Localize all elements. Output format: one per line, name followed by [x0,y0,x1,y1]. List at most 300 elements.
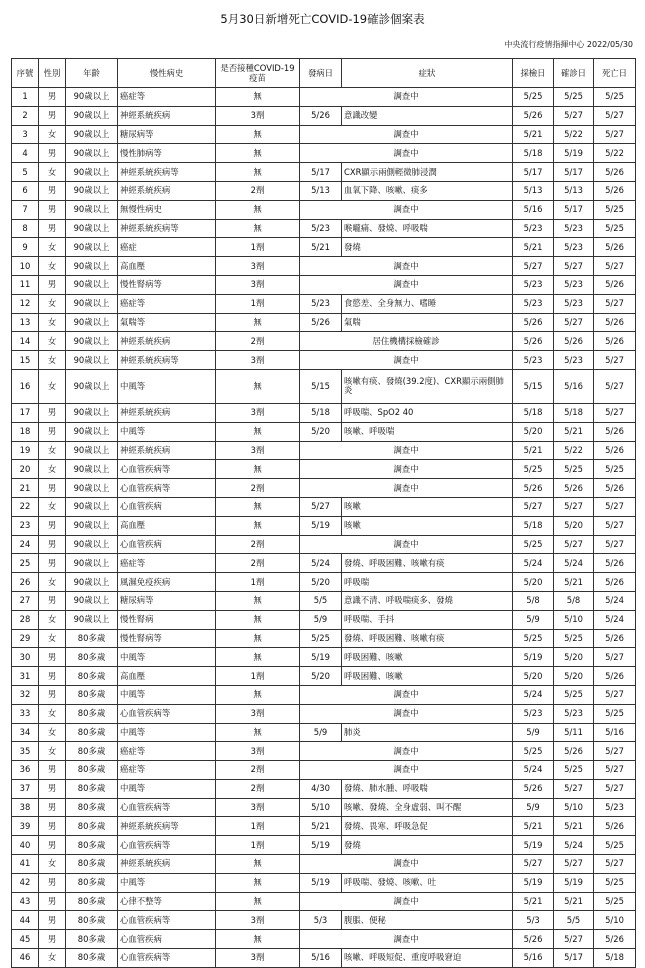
cell-test-date: 5/26 [513,779,554,798]
table-row [12,238,636,257]
cell-death-date: 5/27 [594,294,636,313]
cell-death-date: 5/24 [594,610,636,629]
table-row [12,275,636,294]
cell-confirm-date: 5/21 [554,892,594,911]
header-test-date: 採檢日 [513,59,554,88]
cell-death-date: 5/26 [594,441,636,460]
cell-confirm-date: 5/25 [554,88,594,107]
cell-confirm-date: 5/23 [554,351,594,370]
cell-confirm-date: 5/24 [554,554,594,573]
cell-id: 41 [12,855,39,874]
cell-symptoms: 調查中 [300,704,513,723]
cell-history: 中風等 [118,369,216,403]
cell-age: 90歲以上 [66,313,118,332]
cell-confirm-date: 5/22 [554,441,594,460]
cell-death-date: 5/22 [594,144,636,163]
cell-age: 90歲以上 [66,497,118,516]
cell-id: 20 [12,460,39,479]
cell-vaccine: 無 [216,219,300,238]
cell-symptoms: 調查中 [300,257,513,276]
cell-test-date: 5/25 [513,742,554,761]
cell-symptoms: 發燒 [342,836,513,855]
cell-test-date: 5/19 [513,648,554,667]
table-row [12,516,636,535]
cell-age: 80多歲 [66,892,118,911]
table-row [12,163,636,182]
cell-test-date: 5/18 [513,144,554,163]
cell-sex: 男 [39,817,66,836]
cell-id: 9 [12,238,39,257]
cell-symptoms: 調查中 [300,892,513,911]
cell-test-date: 5/24 [513,761,554,780]
cell-sex: 男 [39,779,66,798]
cell-confirm-date: 5/20 [554,667,594,686]
cell-age: 90歲以上 [66,403,118,422]
header-onset: 發病日 [300,59,342,88]
cell-test-date: 5/25 [513,629,554,648]
table-row [12,351,636,370]
cell-onset: 5/21 [300,817,342,836]
cell-history: 中風等 [118,422,216,441]
cell-confirm-date: 5/27 [554,313,594,332]
cell-history: 心血管疾病等 [118,479,216,498]
cell-id: 17 [12,403,39,422]
cell-id: 46 [12,949,39,968]
cell-sex: 女 [39,704,66,723]
cell-test-date: 5/21 [513,441,554,460]
cell-id: 1 [12,88,39,107]
cell-sex: 女 [39,238,66,257]
table-row [12,573,636,592]
cell-death-date: 5/24 [594,591,636,610]
cell-id: 7 [12,200,39,219]
cell-age: 90歲以上 [66,460,118,479]
cell-id: 22 [12,497,39,516]
cell-sex: 女 [39,723,66,742]
cell-test-date: 5/16 [513,200,554,219]
table-row [12,798,636,817]
cell-history: 神經系統疾病等 [118,817,216,836]
table-row [12,629,636,648]
cell-symptoms: 食慾差、全身無力、嗜睡 [342,294,513,313]
cell-vaccine: 1劑 [216,667,300,686]
cell-age: 90歲以上 [66,219,118,238]
cell-death-date: 5/27 [594,742,636,761]
cell-death-date: 5/26 [594,163,636,182]
cell-death-date: 5/27 [594,351,636,370]
cell-test-date: 5/18 [513,403,554,422]
cell-death-date: 5/27 [594,855,636,874]
cell-sex: 男 [39,219,66,238]
cell-sex: 女 [39,294,66,313]
cell-vaccine: 2劑 [216,554,300,573]
cell-confirm-date: 5/5 [554,911,594,930]
cell-death-date: 5/25 [594,219,636,238]
cell-vaccine: 無 [216,163,300,182]
cell-vaccine: 2劑 [216,181,300,200]
table-row [12,125,636,144]
cell-id: 40 [12,836,39,855]
cell-symptoms: 發燒、呼吸困難、咳嗽有痰 [342,629,513,648]
table-row [12,403,636,422]
cell-id: 28 [12,610,39,629]
cell-vaccine: 3劑 [216,351,300,370]
cell-onset: 5/9 [300,610,342,629]
cell-death-date: 5/26 [594,181,636,200]
cell-death-date: 5/25 [594,704,636,723]
cell-history: 中風等 [118,779,216,798]
cell-sex: 男 [39,554,66,573]
cell-vaccine: 無 [216,200,300,219]
cell-vaccine: 3劑 [216,275,300,294]
cell-vaccine: 無 [216,313,300,332]
cell-test-date: 5/23 [513,351,554,370]
cell-history: 慢性腎病等 [118,629,216,648]
cell-age: 90歲以上 [66,573,118,592]
cell-vaccine: 2劑 [216,761,300,780]
cell-death-date: 5/26 [594,573,636,592]
cell-age: 80多歲 [66,817,118,836]
cell-history: 糖尿病等 [118,591,216,610]
cell-history: 神經系統疾病 [118,332,216,351]
table-row [12,369,636,403]
cell-test-date: 5/13 [513,181,554,200]
table-row [12,855,636,874]
cell-age: 80多歲 [66,629,118,648]
cell-age: 90歲以上 [66,479,118,498]
cell-history: 心血管疾病等 [118,836,216,855]
cell-vaccine: 3劑 [216,798,300,817]
table-row [12,313,636,332]
cell-confirm-date: 5/11 [554,723,594,742]
cell-vaccine: 無 [216,369,300,403]
cell-test-date: 5/19 [513,836,554,855]
cell-sex: 男 [39,798,66,817]
cell-id: 10 [12,257,39,276]
cell-history: 心血管疾病等 [118,949,216,968]
cell-vaccine: 無 [216,892,300,911]
cell-death-date: 5/27 [594,779,636,798]
cell-onset: 5/13 [300,181,342,200]
cell-age: 80多歲 [66,648,118,667]
cell-history: 癌症等 [118,742,216,761]
cell-age: 90歲以上 [66,441,118,460]
cell-test-date: 5/25 [513,535,554,554]
cell-vaccine: 1劑 [216,817,300,836]
cell-history: 氣喘等 [118,313,216,332]
cell-id: 12 [12,294,39,313]
cell-death-date: 5/27 [594,648,636,667]
cell-death-date: 5/27 [594,257,636,276]
cell-confirm-date: 5/23 [554,294,594,313]
table-row [12,911,636,930]
cell-symptoms: 呼吸喘、手抖 [342,610,513,629]
table-row [12,591,636,610]
table-row [12,219,636,238]
cell-onset: 5/5 [300,591,342,610]
cell-age: 80多歲 [66,930,118,949]
table-row [12,257,636,276]
cell-confirm-date: 5/22 [554,125,594,144]
table-row [12,817,636,836]
cell-symptoms: 調查中 [300,200,513,219]
cell-death-date: 5/25 [594,88,636,107]
cell-symptoms: 呼吸喘、SpO2 40 [342,403,513,422]
cell-age: 90歲以上 [66,144,118,163]
cell-vaccine: 2劑 [216,535,300,554]
cell-death-date: 5/27 [594,125,636,144]
cell-vaccine: 3劑 [216,257,300,276]
cell-death-date: 5/10 [594,911,636,930]
cell-test-date: 5/26 [513,930,554,949]
cell-id: 27 [12,591,39,610]
cell-symptoms: 咳嗽 [342,516,513,535]
cell-age: 80多歲 [66,798,118,817]
cell-id: 43 [12,892,39,911]
cell-death-date: 5/27 [594,497,636,516]
cell-confirm-date: 5/27 [554,855,594,874]
cell-age: 90歲以上 [66,88,118,107]
cell-age: 90歲以上 [66,591,118,610]
cell-id: 36 [12,761,39,780]
cell-vaccine: 1劑 [216,836,300,855]
cell-sex: 男 [39,930,66,949]
cell-vaccine: 無 [216,629,300,648]
cell-id: 24 [12,535,39,554]
cell-history: 神經系統疾病等 [118,219,216,238]
cell-age: 80多歲 [66,911,118,930]
cell-vaccine: 無 [216,460,300,479]
cell-sex: 男 [39,535,66,554]
cell-history: 中風等 [118,648,216,667]
cell-test-date: 5/19 [513,873,554,892]
cell-id: 32 [12,685,39,704]
cell-sex: 男 [39,892,66,911]
cell-vaccine: 無 [216,723,300,742]
cell-id: 30 [12,648,39,667]
cell-confirm-date: 5/25 [554,685,594,704]
cell-history: 心血管疾病等 [118,704,216,723]
cell-confirm-date: 5/21 [554,817,594,836]
table-row [12,144,636,163]
cell-history: 癌症等 [118,761,216,780]
cell-confirm-date: 5/17 [554,200,594,219]
source-note: 中央流行疫情指揮中心 2022/05/30 [504,40,633,49]
cell-symptoms: 調查中 [300,742,513,761]
cell-confirm-date: 5/19 [554,144,594,163]
cell-age: 80多歲 [66,685,118,704]
table-row [12,685,636,704]
cell-symptoms: 呼吸喘、發燒、咳嗽、吐 [342,873,513,892]
table-row [12,836,636,855]
cell-onset: 5/23 [300,294,342,313]
cell-vaccine: 3劑 [216,704,300,723]
cell-sex: 女 [39,855,66,874]
cell-age: 90歲以上 [66,125,118,144]
cell-id: 38 [12,798,39,817]
cell-test-date: 5/21 [513,817,554,836]
cell-history: 神經系統疾病 [118,855,216,874]
cell-id: 8 [12,219,39,238]
cell-sex: 男 [39,761,66,780]
cell-age: 80多歲 [66,873,118,892]
cell-sex: 男 [39,403,66,422]
cell-vaccine: 2劑 [216,779,300,798]
cell-onset: 5/20 [300,667,342,686]
table-row [12,460,636,479]
cell-history: 心血管疾病等 [118,798,216,817]
cell-test-date: 5/9 [513,610,554,629]
cell-symptoms: 發燒 [342,238,513,257]
header-confirm-date: 確診日 [554,59,594,88]
cell-onset: 5/9 [300,723,342,742]
cell-sex: 女 [39,441,66,460]
cell-history: 神經系統疾病 [118,106,216,125]
cell-test-date: 5/21 [513,238,554,257]
cell-onset: 5/19 [300,836,342,855]
cell-symptoms: 發燒、呼吸困難、咳嗽有痰 [342,554,513,573]
table-row [12,667,636,686]
cell-id: 21 [12,479,39,498]
cell-onset: 5/24 [300,554,342,573]
cell-symptoms: 呼吸困難、咳嗽 [342,667,513,686]
header-sex: 性別 [39,59,66,88]
header-history: 慢性病史 [118,59,216,88]
cell-onset: 5/26 [300,313,342,332]
cell-onset: 5/20 [300,573,342,592]
cell-death-date: 5/23 [594,798,636,817]
cell-death-date: 5/27 [594,106,636,125]
cell-onset: 5/17 [300,163,342,182]
cell-sex: 女 [39,369,66,403]
cell-confirm-date: 5/17 [554,949,594,968]
cell-age: 80多歲 [66,855,118,874]
cell-death-date: 5/26 [594,422,636,441]
cell-test-date: 5/23 [513,275,554,294]
cell-symptoms: 調查中 [300,144,513,163]
cell-id: 42 [12,873,39,892]
cell-id: 3 [12,125,39,144]
cell-sex: 女 [39,573,66,592]
cell-confirm-date: 5/27 [554,257,594,276]
cell-history: 癌症 [118,238,216,257]
cell-symptoms: 喉嚨痛、發燒、呼吸喘 [342,219,513,238]
cell-sex: 女 [39,610,66,629]
cell-id: 45 [12,930,39,949]
cell-vaccine: 無 [216,610,300,629]
cell-id: 33 [12,704,39,723]
table-row [12,422,636,441]
table-row [12,873,636,892]
cell-vaccine: 3劑 [216,742,300,761]
cell-onset: 5/19 [300,648,342,667]
cell-vaccine: 無 [216,497,300,516]
cell-history: 慢性肺病等 [118,144,216,163]
cell-death-date: 5/25 [594,892,636,911]
cell-age: 80多歲 [66,667,118,686]
cell-age: 90歲以上 [66,294,118,313]
cell-sex: 女 [39,629,66,648]
cell-death-date: 5/25 [594,873,636,892]
cell-death-date: 5/27 [594,535,636,554]
cell-age: 90歲以上 [66,181,118,200]
cell-death-date: 5/27 [594,369,636,403]
cell-death-date: 5/25 [594,460,636,479]
cell-age: 80多歲 [66,949,118,968]
cell-id: 23 [12,516,39,535]
cell-death-date: 5/26 [594,313,636,332]
cell-confirm-date: 5/27 [554,497,594,516]
cell-symptoms: 調查中 [300,125,513,144]
table-header-row [12,59,636,88]
cell-sex: 女 [39,313,66,332]
cell-onset: 5/23 [300,219,342,238]
cell-sex: 男 [39,275,66,294]
cell-test-date: 5/26 [513,106,554,125]
cell-history: 神經系統疾病等 [118,351,216,370]
cell-age: 80多歲 [66,836,118,855]
cell-age: 90歲以上 [66,535,118,554]
cell-onset: 5/21 [300,238,342,257]
cell-test-date: 5/15 [513,369,554,403]
cell-sex: 男 [39,685,66,704]
cell-death-date: 5/27 [594,403,636,422]
cell-history: 慢性腎病等 [118,275,216,294]
table-row [12,479,636,498]
cell-test-date: 5/23 [513,219,554,238]
cell-confirm-date: 5/26 [554,479,594,498]
cell-vaccine: 2劑 [216,332,300,351]
cell-death-date: 5/26 [594,238,636,257]
cell-onset: 5/3 [300,911,342,930]
cell-history: 心血管疾病 [118,535,216,554]
cell-test-date: 5/27 [513,257,554,276]
table-row [12,930,636,949]
table-row [12,892,636,911]
cell-confirm-date: 5/21 [554,422,594,441]
cell-vaccine: 3劑 [216,911,300,930]
cell-id: 2 [12,106,39,125]
page-title: 5月30日新增死亡COVID-19確診個案表 [220,12,425,26]
cell-vaccine: 無 [216,685,300,704]
cell-confirm-date: 5/13 [554,181,594,200]
cell-sex: 女 [39,742,66,761]
cell-history: 神經系統疾病等 [118,163,216,182]
table-row [12,723,636,742]
cell-symptoms: 居住機構採檢確診 [300,332,513,351]
cell-symptoms: 咳嗽有痰、發燒(39.2度)、CXR顯示兩側肺炎 [342,369,513,403]
cell-symptoms: 調查中 [300,685,513,704]
table-row [12,332,636,351]
cell-symptoms: 氣喘 [342,313,513,332]
cell-confirm-date: 5/26 [554,332,594,351]
cell-sex: 男 [39,591,66,610]
cell-onset: 5/10 [300,798,342,817]
cell-vaccine: 3劑 [216,441,300,460]
cell-test-date: 5/17 [513,163,554,182]
cell-id: 15 [12,351,39,370]
cell-onset: 5/18 [300,403,342,422]
header-symptoms: 症狀 [342,59,513,88]
cell-death-date: 5/26 [594,667,636,686]
cell-symptoms: 呼吸困難、咳嗽 [342,648,513,667]
cell-confirm-date: 5/23 [554,704,594,723]
cell-history: 神經系統疾病 [118,441,216,460]
cell-confirm-date: 5/25 [554,761,594,780]
cell-age: 90歲以上 [66,257,118,276]
cell-age: 80多歲 [66,742,118,761]
cell-vaccine: 無 [216,422,300,441]
